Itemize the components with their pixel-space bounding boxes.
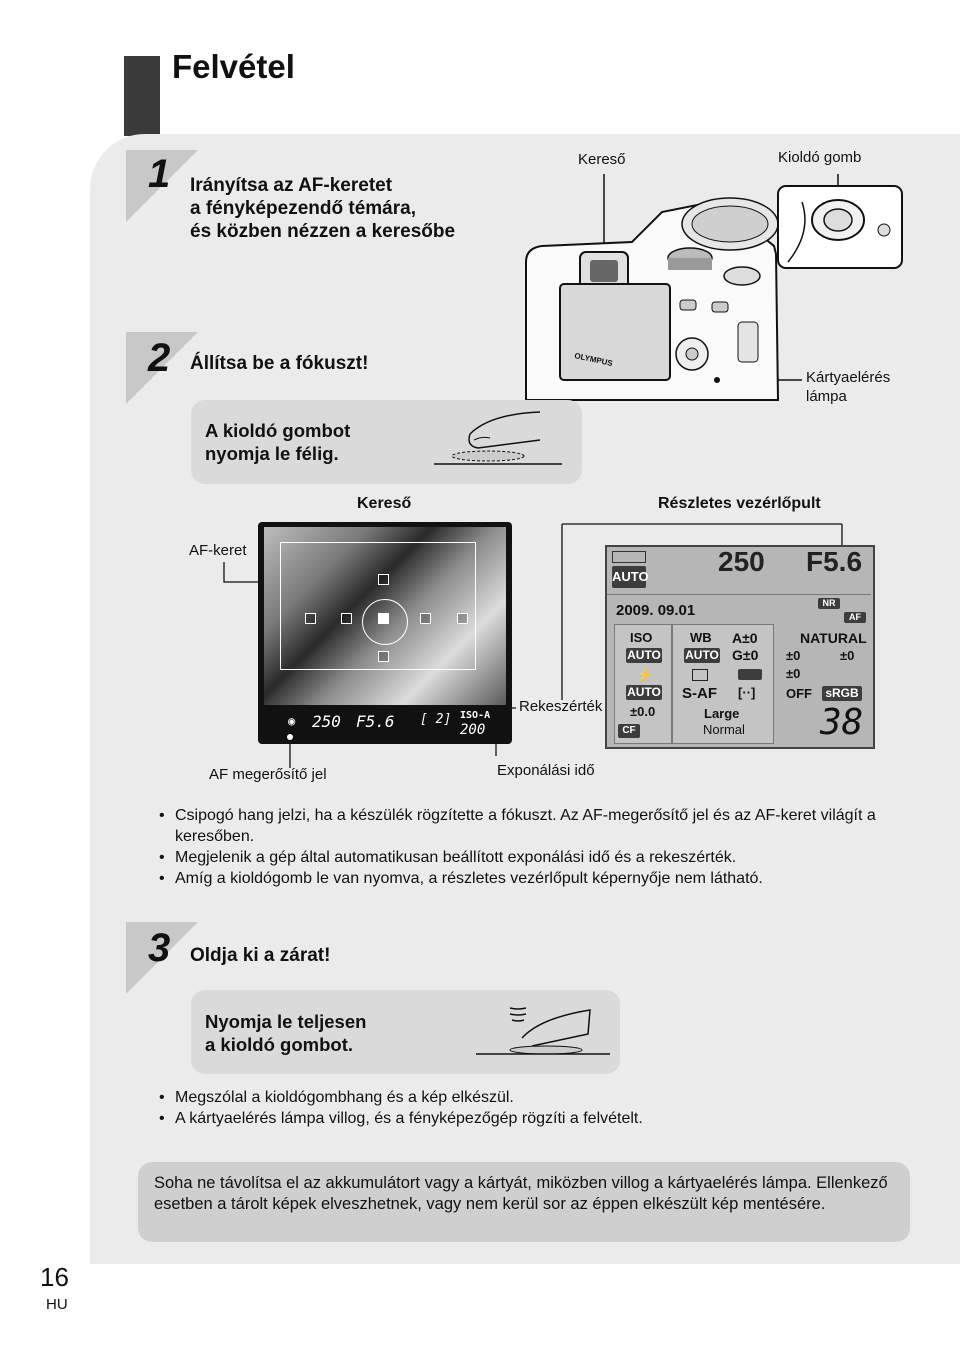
title-bar-decoration xyxy=(124,56,160,136)
panel-face-detect: OFF xyxy=(786,686,812,701)
panel-image-quality: Normal xyxy=(703,722,745,737)
camera-illustration xyxy=(512,172,912,408)
page-language: HU xyxy=(46,1296,68,1313)
step-3-number: 3 xyxy=(148,926,171,970)
panel-wb-value: AUTO xyxy=(685,648,719,662)
af-point-active xyxy=(378,613,389,624)
panel-mode-auto: AUTO xyxy=(612,566,646,588)
full-press-line: Nyomja le teljesen xyxy=(205,1011,367,1032)
bullet-item: • Csipogó hang jelzi, ha a készülék rögzítette a fókuszt. Az AF-megerősítő jel és az AF-keret világít a keresőben. xyxy=(157,805,897,847)
label-af-frame: AF-keret xyxy=(189,542,247,559)
step-1-number: 1 xyxy=(148,152,171,196)
warning-text: Soha ne távolítsa el az akkumulátort vagy a kártyát, miközben villog a kártyaelérés lámpa. Ellenkező esetben a tárolt képek elveszhetnek, vagy nem kerül sor az éppen elkészült kép mentésére. xyxy=(154,1174,888,1213)
label-viewfinder: Kereső xyxy=(578,151,626,168)
panel-aperture: F5.6 xyxy=(806,546,863,577)
half-press-line: nyomja le félig. xyxy=(205,443,339,464)
panel-iso-value: AUTO xyxy=(627,648,661,662)
af-point xyxy=(378,651,389,662)
af-point xyxy=(305,613,316,624)
half-press-text xyxy=(205,419,350,465)
drive-mode-icon xyxy=(692,669,708,681)
panel-focus-mode: S-AF xyxy=(682,685,717,702)
panel-af-badge: AF xyxy=(844,612,866,623)
step-1-line: és közben nézzen a keresőbe xyxy=(190,221,456,242)
panel-picture-mode: NATURAL xyxy=(800,630,867,646)
panel-wb-label: WB xyxy=(690,630,712,645)
af-point xyxy=(341,613,352,624)
vf-iso-label: ISO-A xyxy=(460,710,491,721)
label-exposure-time: Exponálási idő xyxy=(497,762,595,779)
label-aperture: Rekeszérték xyxy=(519,698,603,715)
step-3-text: Oldja ki a zárat! xyxy=(190,945,331,966)
af-point xyxy=(457,613,468,624)
step-2-number: 2 xyxy=(148,336,171,380)
panel-date: 2009. 09.01 xyxy=(616,602,696,619)
metering-icon: ◉ xyxy=(288,714,296,728)
panel-shutter-speed: 250 xyxy=(718,546,765,577)
af-confirm-dot xyxy=(287,734,293,740)
vf-iso-value: 200 xyxy=(460,722,486,738)
panel-image-size: Large xyxy=(704,706,740,721)
step-3-bullets xyxy=(157,1087,897,1129)
vf-frame-count: [ 2] xyxy=(420,712,452,727)
panel-wb-a: A±0 xyxy=(732,630,758,646)
bullet-item: • Amíg a kioldógomb le van nyomva, a részletes vezérlőpult képernyője nem látható. xyxy=(157,868,897,889)
label-card-lamp: Kártyaelérés lámpa xyxy=(806,369,891,405)
camera-brand-text: OLYMPUS xyxy=(573,351,614,369)
step-1-text xyxy=(190,174,455,243)
battery-icon xyxy=(612,551,646,563)
step-2-text: Állítsa be a fókuszt! xyxy=(190,353,369,374)
step-2-bullets xyxy=(157,805,897,889)
panel-flash-mode: AUTO xyxy=(627,685,661,699)
flash-icon: ⚡ xyxy=(636,667,653,682)
bullet-item: • A kártyaelérés lámpa villog, és a fényképezőgép rögzíti a felvételt. xyxy=(157,1108,897,1129)
page-title: Felvétel xyxy=(172,48,295,85)
full-press-text xyxy=(205,1010,366,1056)
half-press-line: A kioldó gombot xyxy=(205,420,351,441)
panel-sharpness: ±0 xyxy=(786,648,801,663)
header-viewfinder: Kereső xyxy=(357,495,412,512)
panel-iso-label: ISO xyxy=(630,630,653,645)
page-number: 16 xyxy=(40,1262,69,1292)
panel-card: CF xyxy=(618,724,640,738)
panel-color-space: sRGB xyxy=(822,686,862,701)
panel-remaining-shots: 38 xyxy=(820,702,864,743)
panel-wb-g: G±0 xyxy=(732,647,759,663)
step-1-line: a fényképezendő témára, xyxy=(190,198,416,219)
bullet-item: • Megszólal a kioldógombhang és a kép elkészül. xyxy=(157,1087,897,1108)
header-control-panel: Részletes vezérlőpult xyxy=(658,495,821,512)
warning-box xyxy=(138,1162,910,1242)
panel-nr-badge: NR xyxy=(818,598,840,609)
panel-contrast: ±0 xyxy=(840,648,855,663)
vf-aperture: F5.6 xyxy=(356,712,395,731)
af-area-icon: [··] xyxy=(738,685,756,700)
full-press-line: a kioldó gombot. xyxy=(205,1034,353,1055)
vf-shutter-speed: 250 xyxy=(312,712,341,731)
af-point xyxy=(378,574,389,585)
panel-divider xyxy=(607,594,871,595)
panel-saturation: ±0 xyxy=(786,666,801,681)
step-1-line: Irányítsa az AF-keretet xyxy=(190,175,393,196)
label-af-confirm: AF megerősítő jel xyxy=(209,766,327,783)
half-press-finger-icon xyxy=(430,406,566,470)
full-press-finger-icon xyxy=(470,998,616,1060)
metering-mode-icon xyxy=(738,669,762,680)
bullet-item: • Megjelenik a gép által automatikusan beállított exponálási idő és a rekeszérték. xyxy=(157,847,897,868)
af-point xyxy=(420,613,431,624)
label-shutter-button: Kioldó gomb xyxy=(778,149,862,166)
panel-flash-comp: ±0.0 xyxy=(630,704,656,719)
